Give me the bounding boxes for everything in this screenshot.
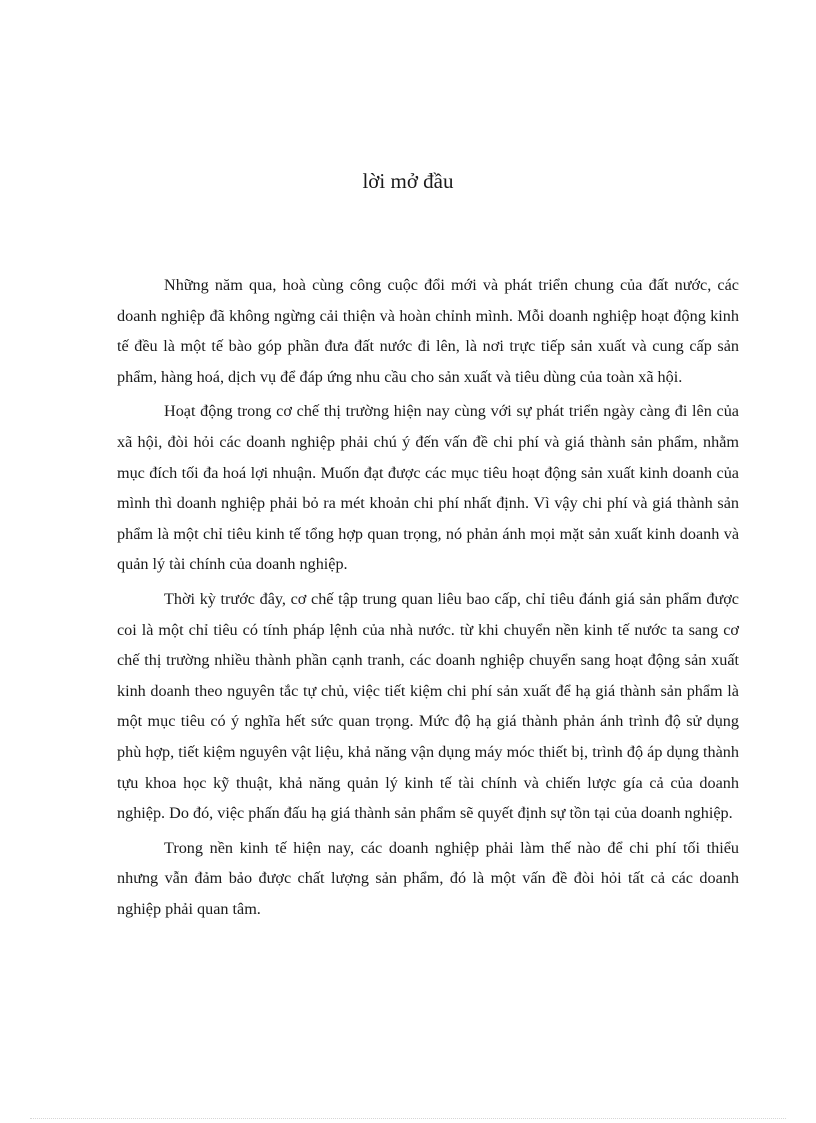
document-body [117, 270, 739, 928]
paragraph-3: Thời kỳ trước đây, cơ chế tập trung quan liêu bao cấp, chỉ tiêu đánh giá sản phẩm được coi là một chỉ tiêu có tính pháp lệnh của nhà nước. từ khi chuyển nền kinh tế nước ta sang cơ chế thị trường nhiều thành phần cạnh tranh, các doanh nghiệp chuyển sang hoạt động sản xuất kinh doanh theo nguyên tắc tự chủ, việc tiết kiệm chi phí sản xuất để hạ giá thành sản phẩm là một mục tiêu có ý nghĩa hết sức quan trọng. Mức độ hạ giá thành phản ánh trình độ sử dụng phù hợp, tiết kiệm nguyên vật liệu, khả năng vận dụng máy móc thiết bị, trình độ áp dụng thành tựu khoa học kỹ thuật, khả năng quản lý kinh tế tài chính và chiến lược gía cả của doanh nghiệp. Do đó, việc phấn đấu hạ giá thành sản phẩm sẽ quyết định sự tồn tại của doanh nghiệp. [117, 589, 739, 823]
paragraph-2: Hoạt động trong cơ chế thị trường hiện nay cùng với sự phát triển ngày càng đi lên của xã hội, đòi hỏi các doanh nghiệp phải chú ý đến vấn đề chi phí và giá thành sản phẩm, nhằm mục đích tối đa hoá lợi nhuận. Muốn đạt được các mục tiêu hoạt động sản xuất kinh doanh của mình thì doanh nghiệp phải bỏ ra mét khoản chi phí nhất định. Vì vậy chi phí và giá thành sản phẩm là một chỉ tiêu kinh tế tổng hợp quan trọng, nó phản ánh mọi mặt sản xuất kinh doanh và quản lý tài chính của doanh nghiệp. [117, 402, 739, 574]
paragraph-1: Những năm qua, hoà cùng công cuộc đổi mới và phát triển chung của đất nước, các doanh nghiệp đã không ngừng cải thiện và hoàn chỉnh mình. Mỗi doanh nghiệp hoạt động kinh tế đều là một tế bào góp phần đưa đất nước đi lên, là nơi trực tiếp sản xuất và cung cấp sản phẩm, hàng hoá, dịch vụ để đáp ứng nhu cầu cho sản xuất và tiêu dùng của toàn xã hội. [117, 276, 739, 386]
paragraph-4: Trong nền kinh tế hiện nay, các doanh nghiệp phải làm thế nào để chi phí tối thiểu nhưng vẫn đảm bảo được chất lượng sản phẩm, đó là một vấn đề đòi hỏi tất cả các doanh nghiệp phải quan tâm. [117, 838, 739, 918]
page-bottom-rule [30, 1118, 786, 1119]
page-title: lời mở đầu [362, 169, 454, 193]
